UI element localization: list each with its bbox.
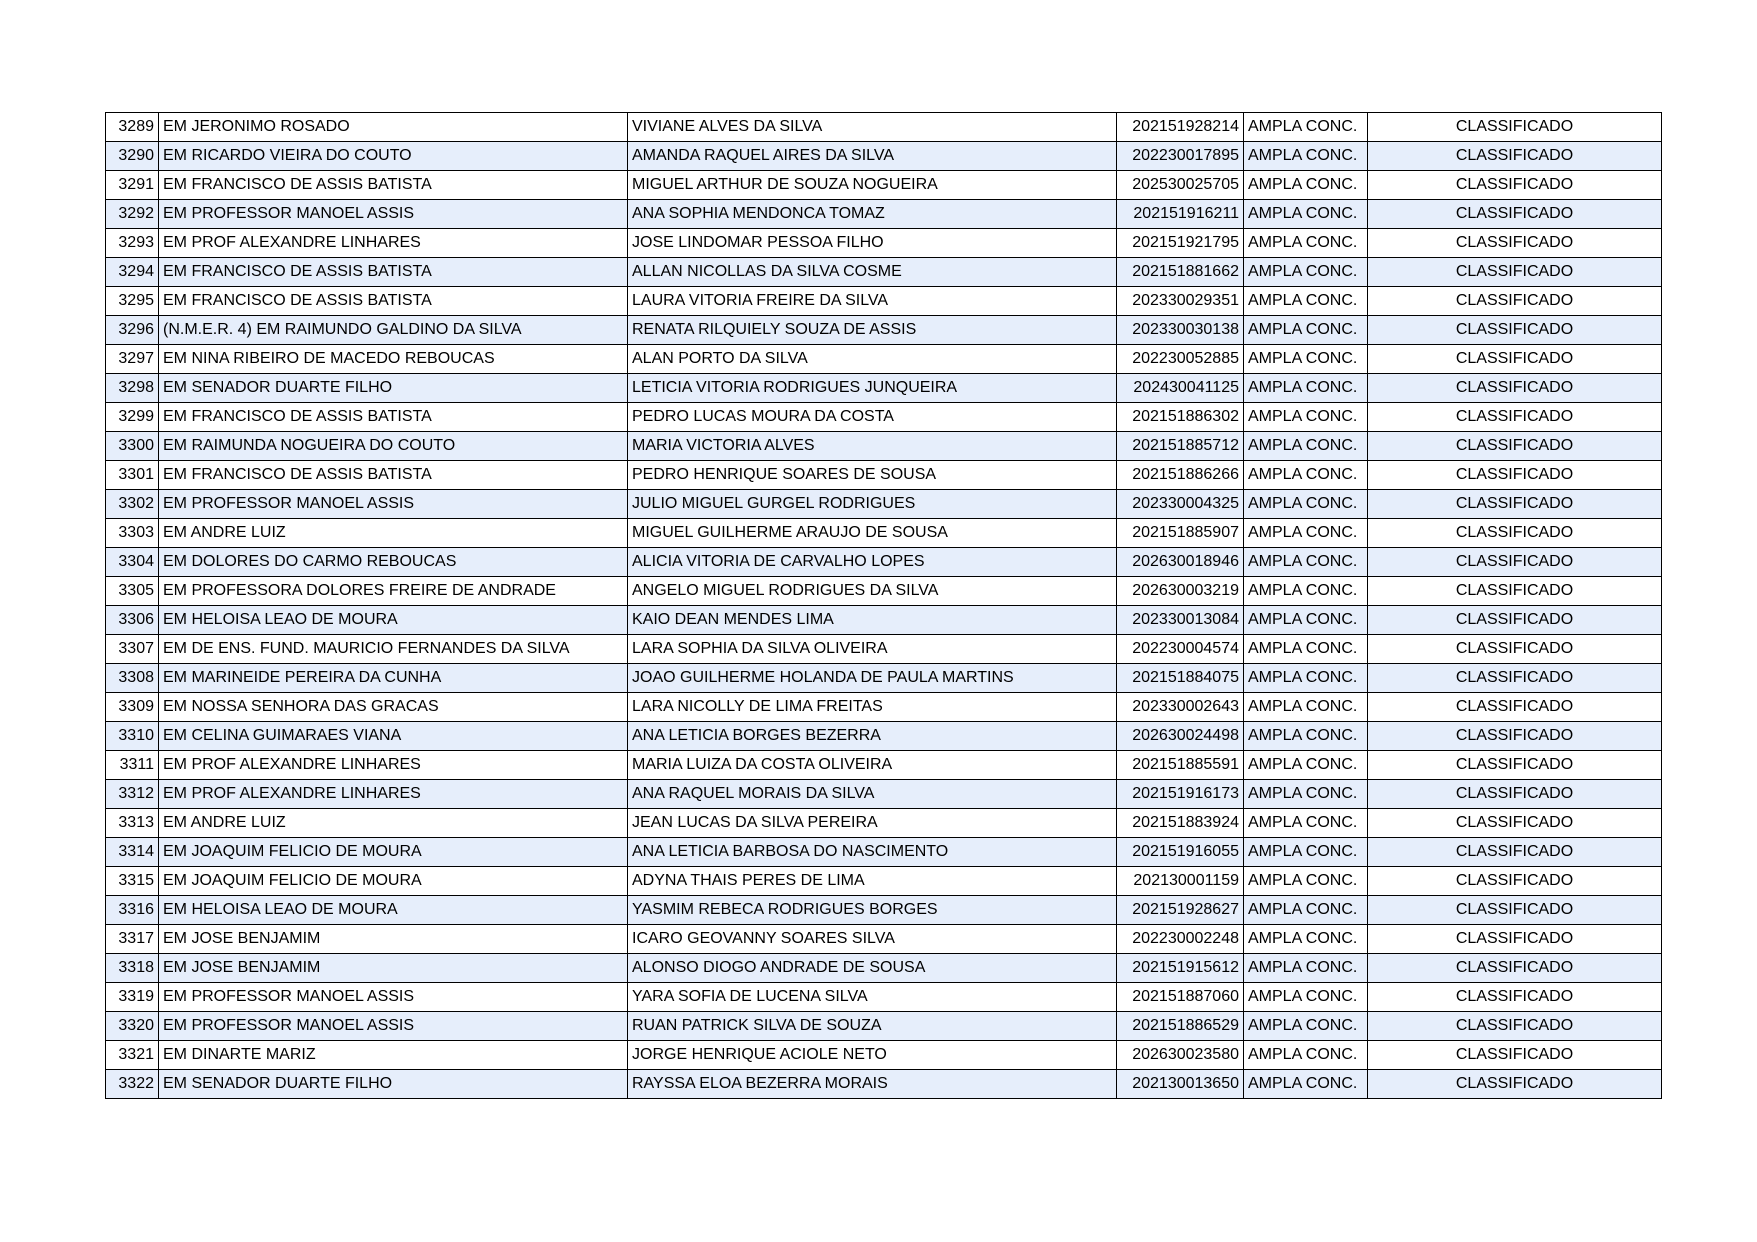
- registration-cell: 202330004325: [1117, 490, 1244, 519]
- school-cell: EM PROFESSOR MANOEL ASSIS: [159, 200, 628, 229]
- school-cell: EM HELOISA LEAO DE MOURA: [159, 606, 628, 635]
- registration-cell: 202151928627: [1117, 896, 1244, 925]
- quota-cell: AMPLA CONC.: [1244, 1070, 1368, 1099]
- quota-cell: AMPLA CONC.: [1244, 606, 1368, 635]
- quota-cell: AMPLA CONC.: [1244, 171, 1368, 200]
- status-cell: CLASSIFICADO: [1368, 954, 1662, 983]
- quota-cell: AMPLA CONC.: [1244, 345, 1368, 374]
- status-cell: CLASSIFICADO: [1368, 635, 1662, 664]
- row-number-cell: 3304: [106, 548, 159, 577]
- student-name-cell: PEDRO LUCAS MOURA DA COSTA: [628, 403, 1117, 432]
- row-number-cell: 3305: [106, 577, 159, 606]
- quota-cell: AMPLA CONC.: [1244, 751, 1368, 780]
- school-cell: (N.M.E.R. 4) EM RAIMUNDO GALDINO DA SILVA: [159, 316, 628, 345]
- student-name-cell: JOAO GUILHERME HOLANDA DE PAULA MARTINS: [628, 664, 1117, 693]
- registration-cell: 202151915612: [1117, 954, 1244, 983]
- student-name-cell: ADYNA THAIS PERES DE LIMA: [628, 867, 1117, 896]
- row-number-cell: 3289: [106, 113, 159, 142]
- row-number-cell: 3319: [106, 983, 159, 1012]
- table-row: [106, 229, 1662, 258]
- row-number-cell: 3321: [106, 1041, 159, 1070]
- school-cell: EM DE ENS. FUND. MAURICIO FERNANDES DA SILVA: [159, 635, 628, 664]
- student-name-cell: ANGELO MIGUEL RODRIGUES DA SILVA: [628, 577, 1117, 606]
- registration-cell: 202330030138: [1117, 316, 1244, 345]
- status-cell: CLASSIFICADO: [1368, 374, 1662, 403]
- status-cell: CLASSIFICADO: [1368, 229, 1662, 258]
- registration-cell: 202151916211: [1117, 200, 1244, 229]
- registration-cell: 202230017895: [1117, 142, 1244, 171]
- quota-cell: AMPLA CONC.: [1244, 867, 1368, 896]
- quota-cell: AMPLA CONC.: [1244, 229, 1368, 258]
- quota-cell: AMPLA CONC.: [1244, 577, 1368, 606]
- status-cell: CLASSIFICADO: [1368, 287, 1662, 316]
- row-number-cell: 3311: [106, 751, 159, 780]
- registration-cell: 202151885591: [1117, 751, 1244, 780]
- school-cell: EM CELINA GUIMARAES VIANA: [159, 722, 628, 751]
- school-cell: EM PROF ALEXANDRE LINHARES: [159, 780, 628, 809]
- registration-cell: 202130013650: [1117, 1070, 1244, 1099]
- quota-cell: AMPLA CONC.: [1244, 316, 1368, 345]
- quota-cell: AMPLA CONC.: [1244, 142, 1368, 171]
- school-cell: EM HELOISA LEAO DE MOURA: [159, 896, 628, 925]
- registration-cell: 202630023580: [1117, 1041, 1244, 1070]
- quota-cell: AMPLA CONC.: [1244, 490, 1368, 519]
- row-number-cell: 3299: [106, 403, 159, 432]
- row-number-cell: 3293: [106, 229, 159, 258]
- quota-cell: AMPLA CONC.: [1244, 925, 1368, 954]
- school-cell: EM DOLORES DO CARMO REBOUCAS: [159, 548, 628, 577]
- school-cell: EM JOAQUIM FELICIO DE MOURA: [159, 838, 628, 867]
- row-number-cell: 3320: [106, 1012, 159, 1041]
- status-cell: CLASSIFICADO: [1368, 1012, 1662, 1041]
- table-row: [106, 664, 1662, 693]
- table-row: [106, 983, 1662, 1012]
- quota-cell: AMPLA CONC.: [1244, 374, 1368, 403]
- status-cell: CLASSIFICADO: [1368, 751, 1662, 780]
- registration-cell: 202151928214: [1117, 113, 1244, 142]
- status-cell: CLASSIFICADO: [1368, 780, 1662, 809]
- row-number-cell: 3302: [106, 490, 159, 519]
- table-row: [106, 519, 1662, 548]
- status-cell: CLASSIFICADO: [1368, 925, 1662, 954]
- registration-cell: 202151887060: [1117, 983, 1244, 1012]
- table-row: [106, 751, 1662, 780]
- table-row: [106, 577, 1662, 606]
- row-number-cell: 3316: [106, 896, 159, 925]
- registration-cell: 202130001159: [1117, 867, 1244, 896]
- student-name-cell: ANA SOPHIA MENDONCA TOMAZ: [628, 200, 1117, 229]
- table-row: [106, 432, 1662, 461]
- quota-cell: AMPLA CONC.: [1244, 403, 1368, 432]
- quota-cell: AMPLA CONC.: [1244, 664, 1368, 693]
- quota-cell: AMPLA CONC.: [1244, 432, 1368, 461]
- school-cell: EM DINARTE MARIZ: [159, 1041, 628, 1070]
- school-cell: EM PROFESSOR MANOEL ASSIS: [159, 490, 628, 519]
- quota-cell: AMPLA CONC.: [1244, 809, 1368, 838]
- table-row: [106, 287, 1662, 316]
- table-row: [106, 1041, 1662, 1070]
- status-cell: CLASSIFICADO: [1368, 1041, 1662, 1070]
- table-row: [106, 548, 1662, 577]
- school-cell: EM NOSSA SENHORA DAS GRACAS: [159, 693, 628, 722]
- row-number-cell: 3292: [106, 200, 159, 229]
- registration-cell: 202330013084: [1117, 606, 1244, 635]
- quota-cell: AMPLA CONC.: [1244, 838, 1368, 867]
- registration-cell: 202151881662: [1117, 258, 1244, 287]
- table-row: [106, 896, 1662, 925]
- student-name-cell: ANA RAQUEL MORAIS DA SILVA: [628, 780, 1117, 809]
- quota-cell: AMPLA CONC.: [1244, 693, 1368, 722]
- school-cell: EM FRANCISCO DE ASSIS BATISTA: [159, 461, 628, 490]
- student-name-cell: ANA LETICIA BARBOSA DO NASCIMENTO: [628, 838, 1117, 867]
- registration-cell: 202630003219: [1117, 577, 1244, 606]
- school-cell: EM MARINEIDE PEREIRA DA CUNHA: [159, 664, 628, 693]
- registration-cell: 202330002643: [1117, 693, 1244, 722]
- registration-cell: 202430041125: [1117, 374, 1244, 403]
- school-cell: EM NINA RIBEIRO DE MACEDO REBOUCAS: [159, 345, 628, 374]
- row-number-cell: 3301: [106, 461, 159, 490]
- table-row: [106, 722, 1662, 751]
- row-number-cell: 3307: [106, 635, 159, 664]
- status-cell: CLASSIFICADO: [1368, 316, 1662, 345]
- school-cell: EM SENADOR DUARTE FILHO: [159, 374, 628, 403]
- table-row: [106, 693, 1662, 722]
- row-number-cell: 3297: [106, 345, 159, 374]
- quota-cell: AMPLA CONC.: [1244, 635, 1368, 664]
- table-row: [106, 1070, 1662, 1099]
- registration-cell: 202530025705: [1117, 171, 1244, 200]
- table-row: [106, 374, 1662, 403]
- student-name-cell: ALLAN NICOLLAS DA SILVA COSME: [628, 258, 1117, 287]
- status-cell: CLASSIFICADO: [1368, 461, 1662, 490]
- row-number-cell: 3298: [106, 374, 159, 403]
- results-table-body: [106, 113, 1662, 1099]
- status-cell: CLASSIFICADO: [1368, 345, 1662, 374]
- status-cell: CLASSIFICADO: [1368, 983, 1662, 1012]
- quota-cell: AMPLA CONC.: [1244, 287, 1368, 316]
- student-name-cell: LARA SOPHIA DA SILVA OLIVEIRA: [628, 635, 1117, 664]
- status-cell: CLASSIFICADO: [1368, 519, 1662, 548]
- row-number-cell: 3314: [106, 838, 159, 867]
- row-number-cell: 3296: [106, 316, 159, 345]
- student-name-cell: KAIO DEAN MENDES LIMA: [628, 606, 1117, 635]
- row-number-cell: 3306: [106, 606, 159, 635]
- table-row: [106, 113, 1662, 142]
- quota-cell: AMPLA CONC.: [1244, 722, 1368, 751]
- status-cell: CLASSIFICADO: [1368, 664, 1662, 693]
- student-name-cell: ANA LETICIA BORGES BEZERRA: [628, 722, 1117, 751]
- status-cell: CLASSIFICADO: [1368, 200, 1662, 229]
- registration-cell: 202630018946: [1117, 548, 1244, 577]
- row-number-cell: 3315: [106, 867, 159, 896]
- table-row: [106, 490, 1662, 519]
- table-row: [106, 345, 1662, 374]
- student-name-cell: YARA SOFIA DE LUCENA SILVA: [628, 983, 1117, 1012]
- quota-cell: AMPLA CONC.: [1244, 983, 1368, 1012]
- status-cell: CLASSIFICADO: [1368, 809, 1662, 838]
- row-number-cell: 3312: [106, 780, 159, 809]
- status-cell: CLASSIFICADO: [1368, 838, 1662, 867]
- school-cell: EM JOAQUIM FELICIO DE MOURA: [159, 867, 628, 896]
- registration-cell: 202151916055: [1117, 838, 1244, 867]
- table-row: [106, 925, 1662, 954]
- student-name-cell: VIVIANE ALVES DA SILVA: [628, 113, 1117, 142]
- row-number-cell: 3291: [106, 171, 159, 200]
- school-cell: EM PROFESSOR MANOEL ASSIS: [159, 1012, 628, 1041]
- student-name-cell: MIGUEL ARTHUR DE SOUZA NOGUEIRA: [628, 171, 1117, 200]
- quota-cell: AMPLA CONC.: [1244, 548, 1368, 577]
- student-name-cell: JULIO MIGUEL GURGEL RODRIGUES: [628, 490, 1117, 519]
- student-name-cell: JEAN LUCAS DA SILVA PEREIRA: [628, 809, 1117, 838]
- registration-cell: 202151921795: [1117, 229, 1244, 258]
- status-cell: CLASSIFICADO: [1368, 171, 1662, 200]
- registration-cell: 202230004574: [1117, 635, 1244, 664]
- status-cell: CLASSIFICADO: [1368, 490, 1662, 519]
- student-name-cell: AMANDA RAQUEL AIRES DA SILVA: [628, 142, 1117, 171]
- status-cell: CLASSIFICADO: [1368, 258, 1662, 287]
- table-row: [106, 954, 1662, 983]
- status-cell: CLASSIFICADO: [1368, 1070, 1662, 1099]
- table-row: [106, 258, 1662, 287]
- school-cell: EM RICARDO VIEIRA DO COUTO: [159, 142, 628, 171]
- row-number-cell: 3290: [106, 142, 159, 171]
- quota-cell: AMPLA CONC.: [1244, 954, 1368, 983]
- student-name-cell: RENATA RILQUIELY SOUZA DE ASSIS: [628, 316, 1117, 345]
- student-name-cell: ICARO GEOVANNY SOARES SILVA: [628, 925, 1117, 954]
- row-number-cell: 3308: [106, 664, 159, 693]
- student-name-cell: YASMIM REBECA RODRIGUES BORGES: [628, 896, 1117, 925]
- registration-cell: 202230052885: [1117, 345, 1244, 374]
- status-cell: CLASSIFICADO: [1368, 577, 1662, 606]
- row-number-cell: 3309: [106, 693, 159, 722]
- quota-cell: AMPLA CONC.: [1244, 896, 1368, 925]
- table-row: [106, 606, 1662, 635]
- row-number-cell: 3295: [106, 287, 159, 316]
- status-cell: CLASSIFICADO: [1368, 113, 1662, 142]
- table-row: [106, 142, 1662, 171]
- table-row: [106, 838, 1662, 867]
- row-number-cell: 3300: [106, 432, 159, 461]
- student-name-cell: LARA NICOLLY DE LIMA FREITAS: [628, 693, 1117, 722]
- status-cell: CLASSIFICADO: [1368, 606, 1662, 635]
- status-cell: CLASSIFICADO: [1368, 432, 1662, 461]
- school-cell: EM JOSE BENJAMIM: [159, 925, 628, 954]
- student-name-cell: ALICIA VITORIA DE CARVALHO LOPES: [628, 548, 1117, 577]
- school-cell: EM JERONIMO ROSADO: [159, 113, 628, 142]
- table-row: [106, 809, 1662, 838]
- row-number-cell: 3294: [106, 258, 159, 287]
- student-name-cell: LETICIA VITORIA RODRIGUES JUNQUEIRA: [628, 374, 1117, 403]
- status-cell: CLASSIFICADO: [1368, 693, 1662, 722]
- quota-cell: AMPLA CONC.: [1244, 1041, 1368, 1070]
- quota-cell: AMPLA CONC.: [1244, 519, 1368, 548]
- school-cell: EM PROF ALEXANDRE LINHARES: [159, 229, 628, 258]
- results-table: [105, 112, 1662, 1099]
- school-cell: EM FRANCISCO DE ASSIS BATISTA: [159, 171, 628, 200]
- registration-cell: 202151885907: [1117, 519, 1244, 548]
- registration-cell: 202151885712: [1117, 432, 1244, 461]
- student-name-cell: MIGUEL GUILHERME ARAUJO DE SOUSA: [628, 519, 1117, 548]
- school-cell: EM RAIMUNDA NOGUEIRA DO COUTO: [159, 432, 628, 461]
- student-name-cell: JORGE HENRIQUE ACIOLE NETO: [628, 1041, 1117, 1070]
- school-cell: EM PROF ALEXANDRE LINHARES: [159, 751, 628, 780]
- registration-cell: 202230002248: [1117, 925, 1244, 954]
- student-name-cell: JOSE LINDOMAR PESSOA FILHO: [628, 229, 1117, 258]
- table-row: [106, 171, 1662, 200]
- quota-cell: AMPLA CONC.: [1244, 258, 1368, 287]
- student-name-cell: ALONSO DIOGO ANDRADE DE SOUSA: [628, 954, 1117, 983]
- table-row: [106, 867, 1662, 896]
- table-row: [106, 635, 1662, 664]
- student-name-cell: ALAN PORTO DA SILVA: [628, 345, 1117, 374]
- registration-cell: 202151886302: [1117, 403, 1244, 432]
- table-row: [106, 780, 1662, 809]
- school-cell: EM ANDRE LUIZ: [159, 519, 628, 548]
- quota-cell: AMPLA CONC.: [1244, 113, 1368, 142]
- school-cell: EM SENADOR DUARTE FILHO: [159, 1070, 628, 1099]
- row-number-cell: 3322: [106, 1070, 159, 1099]
- quota-cell: AMPLA CONC.: [1244, 461, 1368, 490]
- status-cell: CLASSIFICADO: [1368, 722, 1662, 751]
- quota-cell: AMPLA CONC.: [1244, 780, 1368, 809]
- row-number-cell: 3313: [106, 809, 159, 838]
- quota-cell: AMPLA CONC.: [1244, 200, 1368, 229]
- student-name-cell: RAYSSA ELOA BEZERRA MORAIS: [628, 1070, 1117, 1099]
- status-cell: CLASSIFICADO: [1368, 548, 1662, 577]
- registration-cell: 202330029351: [1117, 287, 1244, 316]
- row-number-cell: 3317: [106, 925, 159, 954]
- school-cell: EM FRANCISCO DE ASSIS BATISTA: [159, 403, 628, 432]
- table-row: [106, 1012, 1662, 1041]
- student-name-cell: PEDRO HENRIQUE SOARES DE SOUSA: [628, 461, 1117, 490]
- school-cell: EM ANDRE LUIZ: [159, 809, 628, 838]
- student-name-cell: RUAN PATRICK SILVA DE SOUZA: [628, 1012, 1117, 1041]
- quota-cell: AMPLA CONC.: [1244, 1012, 1368, 1041]
- table-row: [106, 403, 1662, 432]
- registration-cell: 202630024498: [1117, 722, 1244, 751]
- registration-cell: 202151883924: [1117, 809, 1244, 838]
- table-row: [106, 200, 1662, 229]
- student-name-cell: MARIA LUIZA DA COSTA OLIVEIRA: [628, 751, 1117, 780]
- student-name-cell: LAURA VITORIA FREIRE DA SILVA: [628, 287, 1117, 316]
- table-row: [106, 316, 1662, 345]
- school-cell: EM PROFESSORA DOLORES FREIRE DE ANDRADE: [159, 577, 628, 606]
- school-cell: EM FRANCISCO DE ASSIS BATISTA: [159, 287, 628, 316]
- row-number-cell: 3310: [106, 722, 159, 751]
- status-cell: CLASSIFICADO: [1368, 403, 1662, 432]
- school-cell: EM PROFESSOR MANOEL ASSIS: [159, 983, 628, 1012]
- registration-cell: 202151916173: [1117, 780, 1244, 809]
- registration-cell: 202151884075: [1117, 664, 1244, 693]
- registration-cell: 202151886529: [1117, 1012, 1244, 1041]
- status-cell: CLASSIFICADO: [1368, 867, 1662, 896]
- registration-cell: 202151886266: [1117, 461, 1244, 490]
- status-cell: CLASSIFICADO: [1368, 142, 1662, 171]
- results-sheet: [105, 112, 1661, 1099]
- status-cell: CLASSIFICADO: [1368, 896, 1662, 925]
- school-cell: EM JOSE BENJAMIM: [159, 954, 628, 983]
- student-name-cell: MARIA VICTORIA ALVES: [628, 432, 1117, 461]
- school-cell: EM FRANCISCO DE ASSIS BATISTA: [159, 258, 628, 287]
- row-number-cell: 3318: [106, 954, 159, 983]
- table-row: [106, 461, 1662, 490]
- row-number-cell: 3303: [106, 519, 159, 548]
